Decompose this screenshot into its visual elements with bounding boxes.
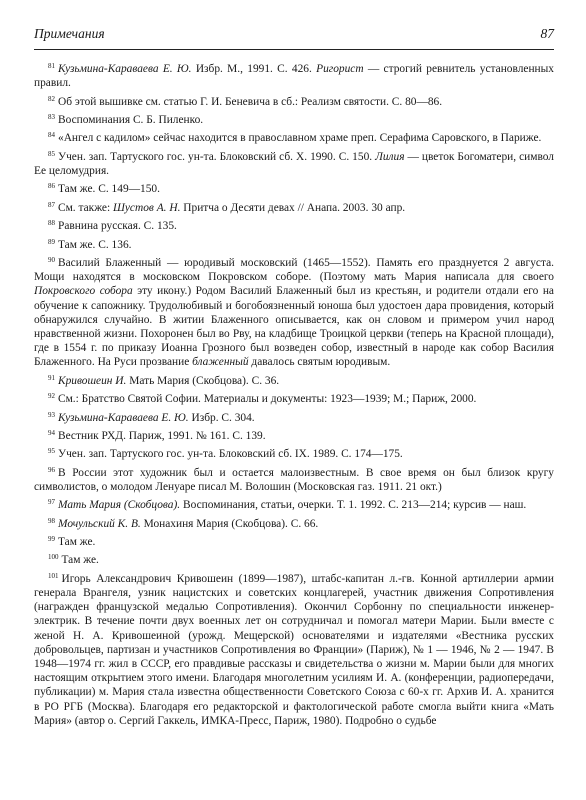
endnote-italic-text: Кривошеин И.	[58, 374, 127, 387]
endnote-82	[34, 95, 554, 109]
endnote-text: Монахиня Мария (Скобцова). С. 66.	[140, 517, 319, 530]
endnote-text: Учен. зап. Тартуского гос. ун-та. Блоковский сб. X. 1990. С. 150.	[58, 150, 376, 163]
endnote-text: См. также:	[58, 201, 113, 214]
endnote-number: 95	[48, 447, 55, 456]
endnote-text: В России этот художник был и остается малоизвестным. В свое время он был близок кругу символистов, о молодом Ленуаре писал М. Волошин (Московская газ. 1911. 21 окт.)	[34, 466, 554, 493]
endnote-number: 87	[48, 200, 55, 209]
endnote-number: 93	[48, 410, 55, 419]
endnote-97	[34, 498, 554, 512]
endnote-text: эту икону.) Родом Василий Блаженный был из крестьян, и родители отдали его на обучение к сапожнику. Трудолюбивый и богобоязненный юноша был удостоен дара провидения, который обнаружился случайно. В житии Блаженного описывается, как он словом и примером учил народ нравственной жизни. Похоронен был во Рву, на кладбище Троицкой церкви (теперь на Красной площади), где в 1554 г. по приказу Иоанна Грозного был возведен собор, известный в народе как собор Василия Блаженного. На Руси прозвание	[34, 285, 554, 369]
endnote-number: 99	[48, 535, 55, 544]
header-rule	[34, 49, 554, 50]
endnote-89	[34, 238, 554, 252]
page	[34, 26, 554, 732]
endnote-text: Воспоминания, статьи, очерки. Т. 1. 1992. С. 213—214; курсив — наш.	[180, 499, 527, 512]
endnote-text: — строгий ревнитель установленных правил.	[34, 63, 554, 90]
endnote-text: Василий Блаженный — юродивый московский (1465—1552). Память его празднуется 2 августа. Мощи находятся в московском Покровском соборе. (Поэтому мать Мария написала для своего	[34, 256, 554, 284]
endnote-text: Воспоминания С. Б. Пиленко.	[58, 113, 204, 126]
endnote-98	[34, 517, 554, 531]
endnote-number: 98	[48, 516, 55, 525]
endnote-number: 88	[48, 219, 55, 228]
endnote-number: 89	[48, 237, 55, 246]
endnote-95	[34, 447, 554, 461]
endnote-italic-text: блаженный	[192, 356, 249, 369]
endnote-99	[34, 535, 554, 549]
endnote-number: 96	[48, 465, 55, 474]
endnote-84	[34, 131, 554, 145]
endnote-text: Учен. зап. Тартуского гос. ун-та. Блоковский сб. IX. 1989. С. 174—175.	[58, 448, 403, 461]
endnote-93	[34, 411, 554, 425]
endnote-text: Равнина русская. С. 135.	[58, 220, 177, 233]
endnote-number: 100	[48, 553, 59, 562]
endnote-italic-text: Кузьмина-Караваева Е. Ю.	[58, 411, 189, 424]
endnote-number: 94	[48, 428, 55, 437]
endnote-88	[34, 219, 554, 233]
endnote-italic-text: Мочульский К. В.	[58, 517, 141, 530]
endnote-81	[34, 62, 554, 90]
endnote-text: Там же. С. 149—150.	[58, 183, 160, 196]
endnote-96	[34, 466, 554, 494]
endnote-italic-text: Шустов А. Н.	[113, 201, 181, 214]
endnote-text: См.: Братство Святой Софии. Материалы и документы: 1923—1939; М.; Париж, 2000.	[58, 393, 477, 406]
endnote-text: Об этой вышивке см. статью Г. И. Беневича в сб.: Реализм святости. С. 80—86.	[58, 95, 443, 108]
endnote-100	[34, 553, 554, 567]
endnote-92	[34, 392, 554, 406]
endnote-number: 101	[48, 571, 59, 580]
endnote-italic-text: Лилия	[375, 150, 405, 163]
endnotes-list	[34, 62, 554, 728]
endnote-85	[34, 150, 554, 178]
endnote-text: Там же.	[61, 554, 99, 567]
endnote-text: Мать Мария (Скобцова). С. 36.	[126, 374, 280, 387]
endnote-87	[34, 201, 554, 215]
endnote-number: 85	[48, 149, 55, 158]
endnote-number: 83	[48, 112, 55, 121]
endnote-text: Избр. М., 1991. С. 426.	[191, 63, 317, 75]
endnote-90	[34, 256, 554, 370]
endnote-text: Там же. С. 136.	[58, 238, 132, 251]
endnote-text: Притча о Десяти девах // Анапа. 2003. 30 апр.	[180, 201, 406, 214]
endnote-text: Избр. С. 304.	[188, 411, 255, 424]
endnote-text: Там же.	[58, 536, 96, 549]
endnote-italic-text: Покровского собора	[34, 285, 133, 298]
endnote-86	[34, 182, 554, 196]
endnote-text: «Ангел с кадилом» сейчас находится в православном храме преп. Серафима Саровского, в Париже.	[58, 132, 542, 145]
endnote-text: Игорь Александрович Кривошеин (1899—1987), штабс-капитан л.-гв. Конной артиллерии армии генерала Врангеля, узник нацистских и советских концлагерей, участник движения Сопротивления (награжден французской медалью Сопротивления). Окончил Сорбонну по специальности инженер-электрик. В течение почти двух военных лет он сотрудничал и помогал матери Марии. Были вместе с женой Н. А. Кривошеиной (урожд. Мещерской) основателями и издателями «Вестника русских добровольцев, партизан и участников Сопротивления во Франции» (Париж), № 1 — 1946, № 2 — 1947. В 1948—1974 гг. жил в СССР, его правдивые рассказы и свидетельства о жизни м. Марии были для многих настоящим открытием этого имени. Благодаря многолетним усилиям И. А. (конференции, радиопередачи, публикации) м. Мария стала известна общественности Советского Союза с 60-х гг. Архив И. А. хранится в РО РГБ (Москва). Благодаря его редакторской и фактологической работе смогла выйти книга «Мать Мария» (автор о. Сергий Гаккель, ИМКА-Пресс, Париж, 1980). Подробно о судьбе	[34, 572, 554, 727]
endnote-italic-text: Ригорист	[316, 63, 364, 75]
running-header	[34, 26, 554, 44]
section-title: Примечания	[34, 26, 105, 41]
endnote-number: 82	[48, 94, 55, 103]
endnote-text: Вестник РХД. Париж, 1991. № 161. С. 139.	[58, 429, 266, 442]
endnote-number: 81	[48, 62, 55, 70]
endnote-83	[34, 113, 554, 127]
endnote-number: 84	[48, 131, 55, 140]
endnote-number: 90	[48, 255, 55, 264]
endnote-italic-text: Мать Мария (Скобцова).	[58, 499, 181, 512]
endnote-italic-text: Кузьмина-Караваева Е. Ю.	[58, 63, 192, 75]
endnote-94	[34, 429, 554, 443]
endnote-number: 92	[48, 392, 55, 401]
endnote-text: — цветок Богоматери, символ Ее целомудрия.	[34, 150, 554, 177]
endnote-101	[34, 572, 554, 728]
endnote-text: давалось святым юродивым.	[248, 356, 391, 369]
endnote-number: 86	[48, 182, 55, 191]
endnote-91	[34, 374, 554, 388]
endnote-number: 97	[48, 498, 55, 507]
page-number: 87	[540, 26, 554, 41]
endnote-number: 91	[48, 373, 55, 382]
